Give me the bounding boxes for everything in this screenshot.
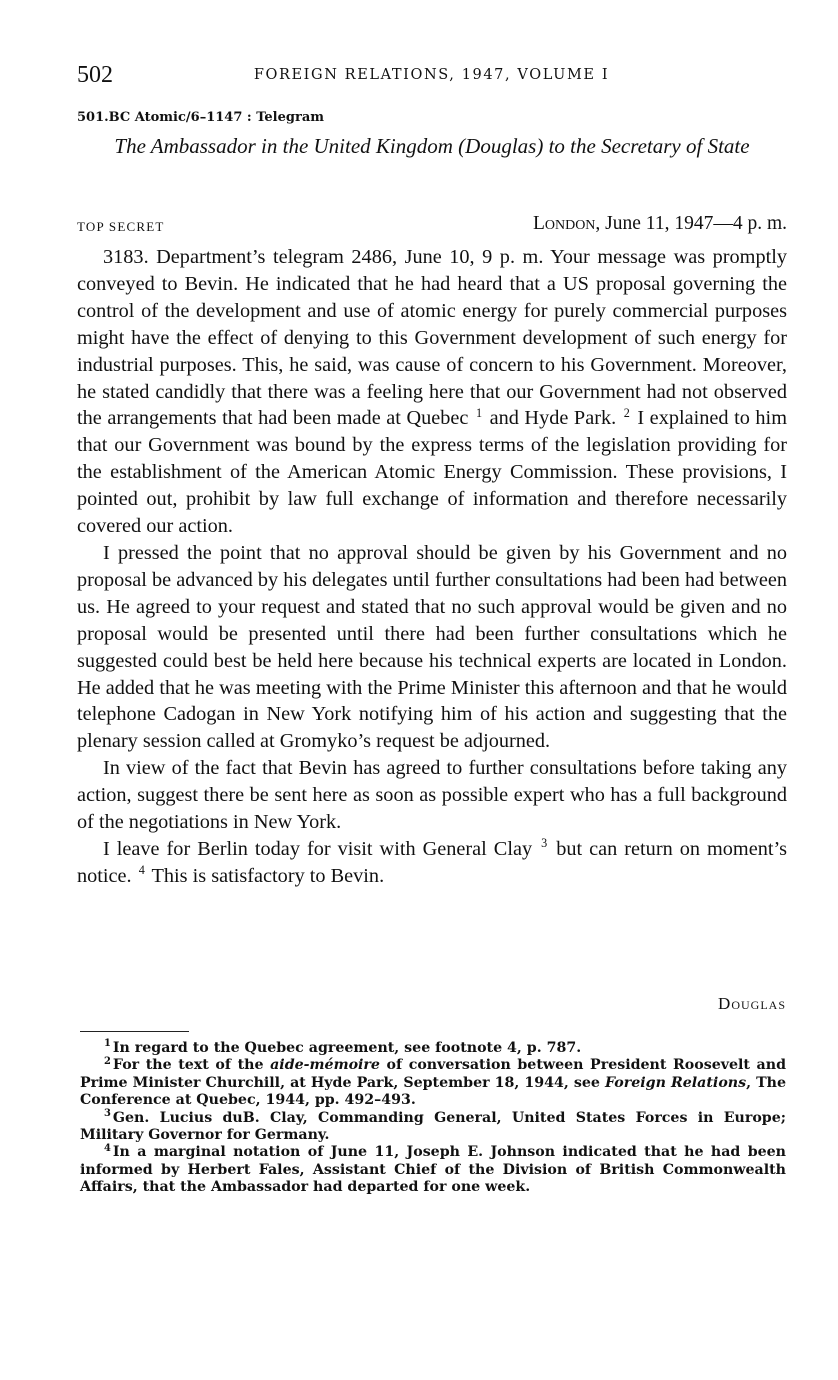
page-number: 502 <box>77 62 113 88</box>
text-run: In view of the fact that Bevin has agreed to further consultations before taking any action, suggest there be sent here as soon as possible expert who has a full background of the negotiations in New York. <box>77 757 787 834</box>
running-head <box>77 62 786 90</box>
text-run: I pressed the point that no approval should be given by his Government and no proposal be advanced by his delegates until further consultations had been had between us. He agreed to your request and stated that no such approval would be given and no proposal would be presented until there had been further consultations which he suggested could best be held here because his technical experts are located in London. He added that he was meeting with the Prime Minister this afternoon and that he would telephone Cadogan in New York notifying him of his action and suggesting that the plenary session called at Gromyko’s request be adjourned. <box>77 541 787 753</box>
text-run: For the text of the <box>112 1057 271 1074</box>
body-paragraph <box>77 540 787 755</box>
footnote <box>80 1144 786 1196</box>
signature: Douglas <box>718 994 786 1013</box>
footnotes <box>80 1040 786 1197</box>
place-name: London <box>532 213 596 234</box>
body-paragraph <box>77 755 787 836</box>
text-run: , The Conference at Quebec, 1944, pp. 492–493. <box>80 1074 787 1109</box>
text-run: I explained to him that our Government was bound by the express terms of the legislation providing for the establishment of the American Atomic Energy Commission. These provisions, I pointed out, prohibit by law full exchange of information and therefore necessarily covered our action. <box>77 407 787 538</box>
text-run: I leave for Berlin today for visit with General Clay <box>103 837 533 860</box>
classification-label: TOP SECRET <box>77 219 165 234</box>
telegram-body <box>77 244 787 890</box>
italic-text: Foreign Relations <box>605 1074 747 1091</box>
running-title: FOREIGN RELATIONS, 1947, VOLUME I <box>253 67 610 83</box>
dateline <box>77 213 787 237</box>
footnote <box>80 1040 786 1057</box>
place-and-date <box>533 213 787 235</box>
footnote-reference: 4 <box>138 863 145 878</box>
text-run: In a marginal notation of June 11, Joseph E. Johnson indicated that he had been informed by Herbert Fales, Assistant Chief of the Division of British Commonwealth Affairs, that the Ambassador had departed for one week. <box>80 1144 786 1196</box>
text-run: Gen. Lucius duB. Clay, Commanding General, United States Forces in Europe; Military Governor for Germany. <box>80 1109 786 1144</box>
italic-text: aide-mémoire <box>270 1057 380 1074</box>
text-run: of conversation between President Roosevelt and Prime Minister Churchill, at Hyde Park, September 18, 1944, see <box>80 1057 786 1091</box>
footnote-reference: 1 <box>475 405 483 420</box>
text-run: and Hyde Park. <box>489 407 617 430</box>
footnote-marker: 1 <box>104 1038 111 1050</box>
footnote-reference: 3 <box>541 836 548 851</box>
footnote-reference: 2 <box>623 405 630 420</box>
date-time: , June 11, 1947—4 p. m. <box>595 213 787 234</box>
footnote-marker: 2 <box>104 1055 111 1067</box>
body-paragraph <box>77 244 787 540</box>
footnote-marker: 4 <box>104 1142 111 1154</box>
footnote-divider <box>80 1031 189 1032</box>
body-paragraph <box>77 836 787 890</box>
text-run: 3183. Department’s telegram 2486, June 10, 9 p. m. Your message was promptly conveyed to Bevin. He indicated that he had heard that a US proposal governing the control of the development and use of atomic energy for purely commercial purposes might have the effect of denying to this Government development of such energy for industrial purposes. This, he said, was cause of concern to his Government. Moreover, he stated candidly that there was a feeling here that our Government had not observed the arrangements that had been made at Quebec <box>77 246 787 430</box>
document-file-number: 501.BC Atomic/6–1147 : Telegram <box>77 110 325 125</box>
footnote <box>80 1107 786 1145</box>
text-run: In regard to the Quebec agreement, see footnote 4, p. 787. <box>112 1040 582 1056</box>
text-run: This is satisfactory to Bevin. <box>151 864 385 887</box>
footnote-marker: 3 <box>104 1107 111 1119</box>
footnote <box>80 1057 786 1109</box>
document-title: The Ambassador in the United Kingdom (Douglas) to the Secretary of State <box>114 134 750 158</box>
text-run: but can return on moment’s notice. <box>77 837 788 887</box>
